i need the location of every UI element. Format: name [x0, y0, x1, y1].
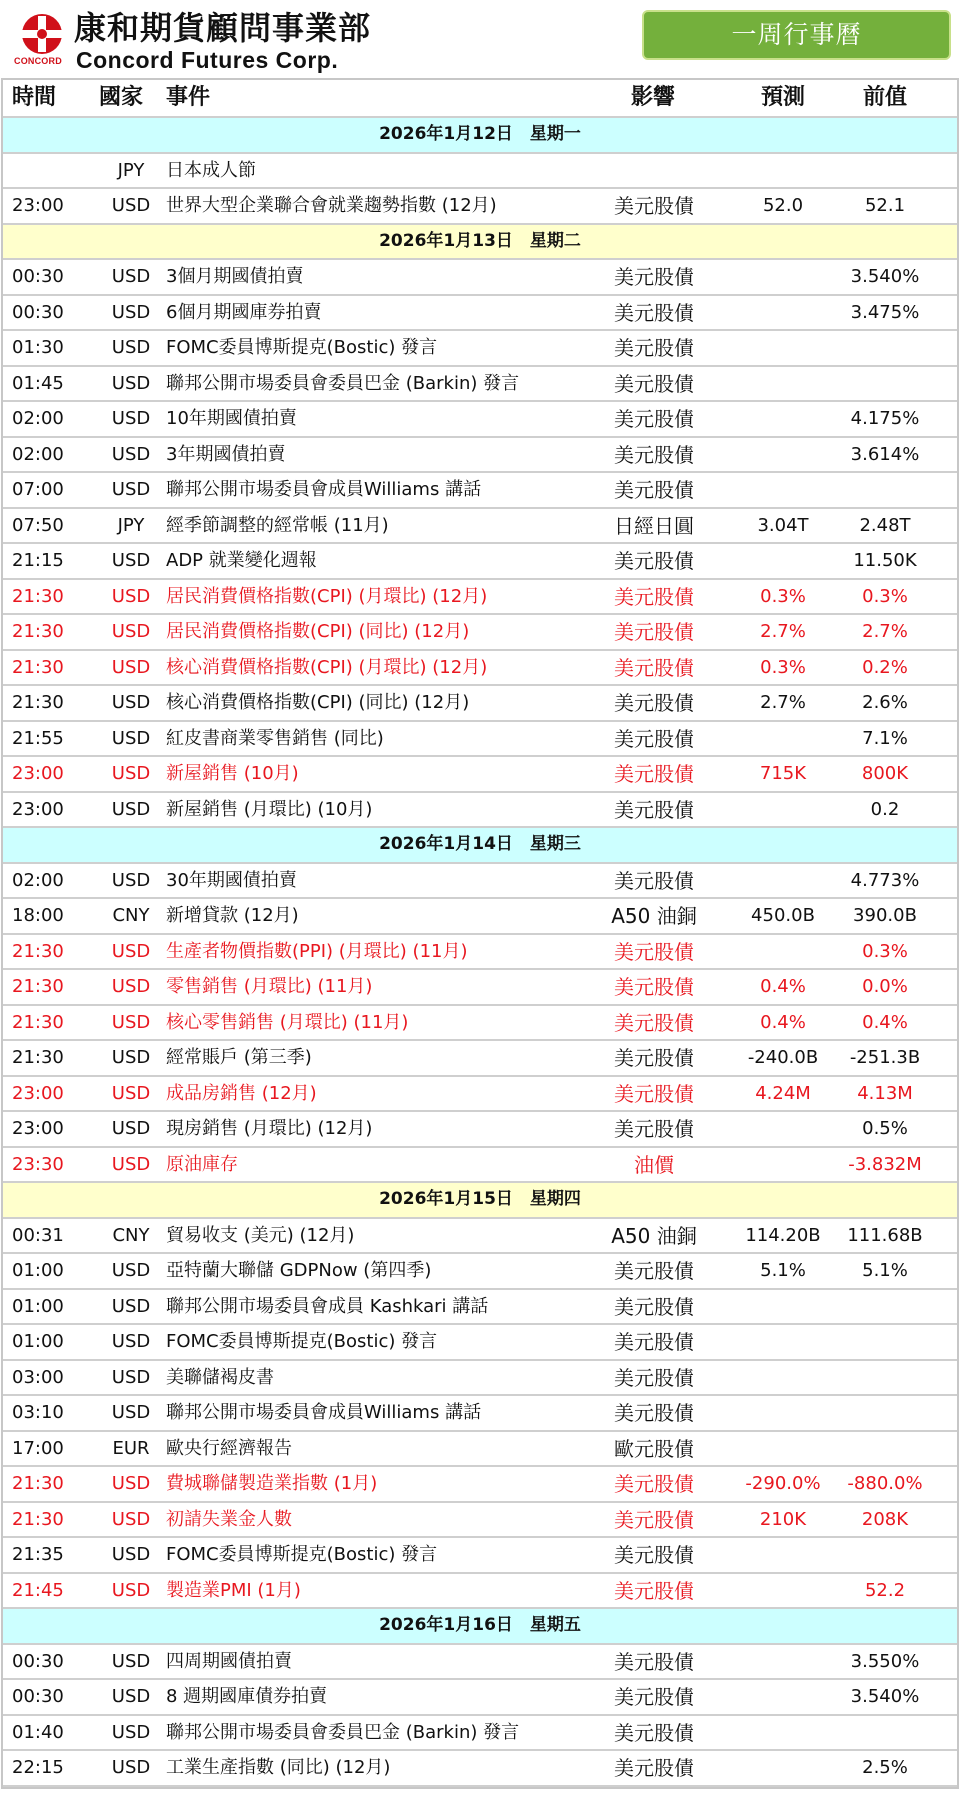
- cell-country: USD: [111, 940, 151, 962]
- table-row: [3, 1503, 957, 1539]
- table-row: [3, 1396, 957, 1432]
- cell-country: USD: [111, 1331, 151, 1352]
- date-band: 2026年1月13日 星期二: [3, 225, 957, 261]
- cell-time: 21:15: [12, 550, 64, 571]
- cell-previous: 3.550%: [850, 1650, 920, 1672]
- cell-impact: 美元股債: [614, 1507, 694, 1532]
- cell-impact: 美元股債: [614, 371, 694, 396]
- cell-country: USD: [111, 798, 151, 820]
- cell-impact: 美元股債: [614, 407, 694, 431]
- cell-country: USD: [111, 1153, 151, 1175]
- cell-time: 01:30: [12, 337, 64, 358]
- cell-impact: 歐元股債: [614, 1436, 694, 1461]
- cell-impact: 美元股債: [614, 1472, 694, 1496]
- cell-country: USD: [111, 692, 151, 713]
- table-row: [3, 1680, 957, 1716]
- cell-previous: 52.1: [864, 195, 906, 216]
- cell-previous: -251.3B: [849, 1047, 921, 1068]
- cell-country: USD: [111, 1508, 151, 1530]
- cell-impact: 美元股債: [614, 442, 694, 467]
- cell-time: 01:00: [12, 1260, 64, 1281]
- cell-event: 30年期國債拍賣: [166, 869, 297, 891]
- cell-time: 03:00: [12, 1366, 64, 1388]
- cell-forecast: 0.4%: [760, 1011, 806, 1033]
- cell-previous: 2.48T: [859, 514, 911, 536]
- cell-impact: 美元股債: [614, 1720, 694, 1745]
- cell-impact: 美元股債: [614, 975, 694, 999]
- cell-previous: 0.5%: [862, 1118, 908, 1139]
- table-row: [3, 1432, 957, 1468]
- cell-time: 21:30: [12, 940, 64, 962]
- table-row: [3, 1112, 957, 1148]
- cell-impact: 美元股債: [614, 655, 694, 680]
- cell-country: JPY: [117, 514, 145, 536]
- cell-impact: A50 油銅: [611, 904, 697, 928]
- cell-time: 23:00: [12, 1082, 64, 1104]
- table-row: [3, 296, 957, 332]
- table-row: [3, 260, 957, 296]
- cell-forecast: 2.7%: [760, 692, 806, 713]
- cell-country: USD: [111, 479, 151, 500]
- cell-time: 21:30: [12, 1011, 64, 1033]
- cell-country: USD: [111, 408, 151, 429]
- cell-forecast: 0.4%: [760, 976, 806, 997]
- cell-time: 21:35: [12, 1544, 64, 1565]
- cell-forecast: 5.1%: [760, 1260, 806, 1281]
- cell-country: USD: [111, 301, 151, 323]
- cell-previous: 5.1%: [862, 1260, 908, 1281]
- cell-event: 亞特蘭大聯儲 GDPNow (第四季): [166, 1260, 432, 1281]
- cell-impact: 美元股債: [614, 1578, 694, 1603]
- cell-event: FOMC委員博斯提克(Bostic) 發言: [166, 1544, 438, 1565]
- cell-previous: 111.68B: [847, 1224, 923, 1246]
- header-forecast: 預測: [760, 85, 805, 110]
- cell-previous: -880.0%: [847, 1473, 923, 1494]
- cell-impact: 美元股債: [614, 1294, 694, 1319]
- cell-event: 費城聯儲製造業指數 (1月): [166, 1473, 378, 1494]
- cell-forecast: 0.3%: [760, 656, 806, 678]
- cell-country: USD: [111, 976, 151, 997]
- cell-country: USD: [111, 621, 151, 642]
- cell-previous: 0.0%: [862, 976, 908, 997]
- cell-country: USD: [111, 1650, 151, 1672]
- cell-impact: 美元股債: [614, 1649, 694, 1674]
- cell-country: USD: [111, 372, 151, 394]
- cell-previous: 4.175%: [850, 408, 920, 429]
- cell-previous: 0.4%: [862, 1011, 908, 1033]
- table-row: [3, 438, 957, 474]
- cell-impact: 美元股債: [614, 300, 694, 325]
- table-row: [3, 1361, 957, 1397]
- cell-previous: 4.773%: [850, 869, 920, 891]
- logo-small-text: CONCORD: [14, 56, 62, 66]
- table-row: [3, 1148, 957, 1184]
- cell-time: 01:45: [12, 372, 64, 394]
- cell-forecast: 4.24M: [755, 1082, 811, 1104]
- cell-event: FOMC委員博斯提克(Bostic) 發言: [166, 1331, 438, 1352]
- table-row: [3, 722, 957, 758]
- cell-country: USD: [111, 266, 151, 287]
- cell-country: JPY: [117, 159, 145, 181]
- table-row: [3, 509, 957, 545]
- cell-time: 23:00: [12, 763, 64, 784]
- cell-event: 聯邦公開市場委員會成員Williams 講話: [166, 1402, 482, 1423]
- table-row: [3, 1325, 957, 1361]
- cell-previous: -3.832M: [848, 1153, 922, 1175]
- cell-time: 18:00: [12, 905, 64, 926]
- cell-time: 21:30: [12, 692, 64, 713]
- cell-event: 居民消費價格指數(CPI) (月環比) (12月): [166, 585, 488, 607]
- logo-english-name: Concord Futures Corp.: [76, 47, 339, 73]
- cell-country: USD: [111, 550, 151, 571]
- cell-event: 現房銷售 (月環比) (12月): [166, 1118, 373, 1139]
- table-row: [3, 402, 957, 438]
- cell-previous: 2.7%: [862, 621, 908, 642]
- cell-time: 21:30: [12, 1508, 64, 1530]
- cell-country: USD: [111, 656, 151, 678]
- cell-country: USD: [111, 1473, 151, 1494]
- cell-event: 零售銷售 (月環比) (11月): [166, 976, 373, 997]
- cell-time: 02:00: [12, 408, 64, 429]
- cell-time: 00:30: [12, 266, 64, 287]
- table-row: [3, 935, 957, 971]
- cell-time: 23:00: [12, 798, 64, 820]
- cell-event: 經季節調整的經常帳 (11月): [166, 514, 389, 536]
- cell-impact: 美元股債: [614, 194, 694, 218]
- cell-event: 工業生產指數 (同比) (12月): [166, 1757, 391, 1778]
- cell-event: 3個月期國債拍賣: [166, 266, 304, 287]
- table-row: [3, 154, 957, 190]
- logo-chinese-name: 康和期貨顧問事業部: [74, 9, 372, 47]
- table-row: [3, 1006, 957, 1042]
- table-row: [3, 367, 957, 403]
- cell-impact: 美元股債: [614, 549, 694, 573]
- cell-event: 美聯儲褐皮書: [166, 1366, 274, 1388]
- cell-previous: 0.3%: [862, 940, 908, 962]
- cell-impact: 美元股債: [614, 1117, 694, 1141]
- cell-country: USD: [111, 763, 151, 784]
- table-row: [3, 1538, 957, 1574]
- cell-impact: 美元股債: [614, 1081, 694, 1106]
- cell-country: USD: [111, 869, 151, 891]
- cell-previous: 2.6%: [862, 692, 908, 713]
- table-row: [3, 1574, 957, 1610]
- cell-time: 21:30: [12, 656, 64, 678]
- table-row: [3, 189, 957, 225]
- table-row: [3, 757, 957, 793]
- table-row: [3, 1290, 957, 1326]
- cell-event: 歐央行經濟報告: [166, 1437, 292, 1459]
- cell-country: USD: [111, 727, 151, 749]
- cell-event: 紅皮書商業零售銷售 (同比): [166, 727, 384, 749]
- date-band: 2026年1月15日 星期四: [3, 1183, 957, 1219]
- weekly-calendar-badge: 一周行事曆: [642, 10, 951, 60]
- cell-event: 製造業PMI (1月): [166, 1579, 301, 1601]
- header-event: 事件: [166, 85, 211, 110]
- page-header: [0, 0, 963, 78]
- cell-event: 生產者物價指數(PPI) (月環比) (11月): [166, 940, 468, 962]
- cell-impact: 美元股債: [614, 762, 694, 786]
- cell-forecast: 2.7%: [760, 621, 806, 642]
- table-row: [3, 1077, 957, 1113]
- cell-previous: 0.2%: [862, 656, 908, 678]
- cell-event: 新增貸款 (12月): [166, 905, 299, 926]
- cell-event: 10年期國債拍賣: [166, 408, 297, 429]
- company-logo: [14, 10, 394, 72]
- cell-previous: 2.5%: [862, 1757, 908, 1778]
- cell-time: 01:00: [12, 1295, 64, 1317]
- cell-impact: 美元股債: [614, 1330, 694, 1354]
- table-row: [3, 899, 957, 935]
- cell-previous: 3.614%: [850, 443, 920, 465]
- cell-country: USD: [111, 337, 151, 358]
- cell-country: USD: [111, 585, 151, 607]
- table-row: [3, 1254, 957, 1290]
- cell-time: 21:30: [12, 976, 64, 997]
- header-previous: 前值: [862, 85, 907, 110]
- cell-event: 8 週期國庫債券拍賣: [166, 1686, 328, 1707]
- cell-forecast: 3.04T: [757, 514, 809, 536]
- cell-forecast: -240.0B: [747, 1047, 819, 1068]
- table-row: [3, 580, 957, 616]
- cell-event: 聯邦公開市場委員會成員 Kashkari 講話: [166, 1295, 489, 1317]
- cell-country: USD: [111, 1118, 151, 1139]
- date-band: 2026年1月14日 星期三: [3, 828, 957, 864]
- cell-impact: 美元股債: [614, 336, 694, 360]
- table-row: [3, 1219, 957, 1255]
- cell-country: USD: [111, 1721, 151, 1743]
- cell-previous: 208K: [861, 1508, 909, 1530]
- cell-event: 貿易收支 (美元) (12月): [166, 1224, 355, 1246]
- cell-time: 23:30: [12, 1153, 64, 1175]
- cell-time: 02:00: [12, 869, 64, 891]
- cell-previous: 52.2: [864, 1579, 906, 1601]
- table-row: [3, 1041, 957, 1077]
- cell-previous: 0.3%: [862, 585, 908, 607]
- cell-time: 21:45: [12, 1579, 64, 1601]
- cell-impact: A50 油銅: [611, 1223, 697, 1248]
- cell-time: 00:31: [12, 1224, 64, 1246]
- cell-previous: 800K: [861, 763, 909, 784]
- table-header-row: [3, 80, 957, 118]
- cell-previous: 4.13M: [857, 1082, 913, 1104]
- cell-event: 6個月期國庫券拍賣: [166, 301, 322, 323]
- cell-forecast: 210K: [759, 1508, 807, 1530]
- cell-impact: 美元股債: [614, 1259, 694, 1283]
- cell-time: 00:30: [12, 1650, 64, 1672]
- cell-event: 新屋銷售 (月環比) (10月): [166, 798, 373, 820]
- cell-impact: 美元股債: [614, 1365, 694, 1390]
- table-row: [3, 686, 957, 722]
- cell-country: USD: [111, 443, 151, 465]
- cell-time: 21:30: [12, 621, 64, 642]
- cell-event: 成品房銷售 (12月): [166, 1082, 317, 1104]
- cell-country: USD: [111, 1011, 151, 1033]
- header-country: 國家: [99, 85, 144, 110]
- table-row: [3, 615, 957, 651]
- cell-impact: 美元股債: [614, 1756, 694, 1780]
- cell-previous: 7.1%: [862, 727, 908, 749]
- cell-country: USD: [111, 1260, 151, 1281]
- table-row: [3, 793, 957, 829]
- cell-time: 00:30: [12, 301, 64, 323]
- cell-country: USD: [111, 1686, 151, 1707]
- cell-impact: 美元股債: [614, 1685, 694, 1709]
- cell-country: USD: [111, 1757, 151, 1778]
- table-row: [3, 1751, 957, 1787]
- cell-time: 21:55: [12, 727, 64, 749]
- cell-previous: 390.0B: [853, 905, 917, 926]
- cell-previous: 3.475%: [850, 301, 920, 323]
- cell-country: USD: [111, 195, 151, 216]
- cell-forecast: 114.20B: [745, 1224, 821, 1246]
- cell-time: 00:30: [12, 1686, 64, 1707]
- cell-forecast: 0.3%: [760, 585, 806, 607]
- cell-time: 21:30: [12, 1047, 64, 1068]
- economic-calendar-table: [1, 78, 959, 1789]
- cell-time: 02:00: [12, 443, 64, 465]
- cell-event: 日本成人節: [166, 159, 256, 181]
- cell-country: USD: [111, 1295, 151, 1317]
- table-row: [3, 1467, 957, 1503]
- cell-impact: 美元股債: [614, 726, 694, 751]
- cell-impact: 日經日圓: [614, 513, 694, 538]
- cell-country: USD: [111, 1544, 151, 1565]
- cell-event: FOMC委員博斯提克(Bostic) 發言: [166, 337, 438, 358]
- cell-event: 居民消費價格指數(CPI) (同比) (12月): [166, 621, 470, 642]
- cell-impact: 美元股債: [614, 1046, 694, 1070]
- cell-impact: 美元股債: [614, 1401, 694, 1425]
- cell-impact: 美元股債: [614, 868, 694, 893]
- cell-country: CNY: [112, 1224, 150, 1246]
- cell-event: 核心消費價格指數(CPI) (同比) (12月): [166, 692, 470, 713]
- cell-impact: 油價: [634, 1152, 674, 1177]
- cell-event: 經常賬戶 (第三季): [166, 1047, 312, 1068]
- header-time: 時間: [12, 85, 57, 110]
- cell-country: USD: [111, 1047, 151, 1068]
- cell-impact: 美元股債: [614, 1543, 694, 1567]
- cell-time: 01:00: [12, 1331, 64, 1352]
- cell-event: 世界大型企業聯合會就業趨勢指數 (12月): [166, 195, 497, 216]
- table-row: [3, 1716, 957, 1752]
- cell-country: USD: [111, 1366, 151, 1388]
- cell-impact: 美元股債: [614, 265, 694, 289]
- date-band: 2026年1月12日 星期一: [3, 118, 957, 154]
- cell-time: 17:00: [12, 1437, 64, 1459]
- cell-event: 聯邦公開市場委員會成員Williams 講話: [166, 479, 482, 500]
- cell-previous: 11.50K: [853, 550, 917, 571]
- cell-previous: 3.540%: [850, 1686, 920, 1707]
- cell-event: 3年期國債拍賣: [166, 443, 286, 465]
- cell-impact: 美元股債: [614, 620, 694, 644]
- cell-event: 原油庫存: [166, 1153, 238, 1175]
- cell-event: 聯邦公開市場委員會委員巴金 (Barkin) 發言: [166, 372, 520, 394]
- cell-forecast: -290.0%: [745, 1473, 821, 1494]
- cell-event: 核心消費價格指數(CPI) (月環比) (12月): [166, 656, 488, 678]
- table-row: [3, 651, 957, 687]
- cell-event: 四周期國債拍賣: [166, 1650, 292, 1672]
- cell-time: 01:40: [12, 1721, 64, 1743]
- table-row: [3, 544, 957, 580]
- cell-event: 聯邦公開市場委員會委員巴金 (Barkin) 發言: [166, 1721, 520, 1743]
- cell-impact: 美元股債: [614, 478, 694, 502]
- cell-event: 初請失業金人數: [166, 1508, 292, 1530]
- cell-time: 07:50: [12, 514, 64, 536]
- cell-event: 新屋銷售 (10月): [166, 763, 299, 784]
- cell-time: 21:30: [12, 1473, 64, 1494]
- cell-country: EUR: [112, 1437, 150, 1459]
- cell-event: 核心零售銷售 (月環比) (11月): [166, 1011, 409, 1033]
- table-row: [3, 1645, 957, 1681]
- table-row: [3, 331, 957, 367]
- cell-previous: 3.540%: [850, 266, 920, 287]
- cell-impact: 美元股債: [614, 1010, 694, 1035]
- cell-impact: 美元股債: [614, 584, 694, 609]
- cell-forecast: 450.0B: [751, 905, 815, 926]
- cell-country: USD: [111, 1579, 151, 1601]
- cell-impact: 美元股債: [614, 939, 694, 964]
- cell-impact: 美元股債: [614, 797, 694, 822]
- table-row: [3, 970, 957, 1006]
- cell-time: 23:00: [12, 1118, 64, 1139]
- concord-logo-icon: [16, 12, 68, 56]
- cell-previous: 0.2: [870, 798, 900, 820]
- cell-forecast: 715K: [759, 763, 807, 784]
- date-band: 2026年1月16日 星期五: [3, 1609, 957, 1645]
- cell-event: ADP 就業變化週報: [166, 550, 317, 571]
- table-row: [3, 473, 957, 509]
- table-row: [3, 864, 957, 900]
- cell-time: 07:00: [12, 479, 64, 500]
- cell-forecast: 52.0: [762, 195, 804, 216]
- cell-impact: 美元股債: [614, 691, 694, 715]
- cell-time: 21:30: [12, 585, 64, 607]
- header-impact: 影響: [631, 85, 676, 110]
- cell-country: USD: [111, 1082, 151, 1104]
- cell-country: USD: [111, 1402, 151, 1423]
- cell-time: 22:15: [12, 1757, 64, 1778]
- cell-time: 23:00: [12, 195, 64, 216]
- cell-time: 03:10: [12, 1402, 64, 1423]
- cell-country: CNY: [112, 905, 150, 926]
